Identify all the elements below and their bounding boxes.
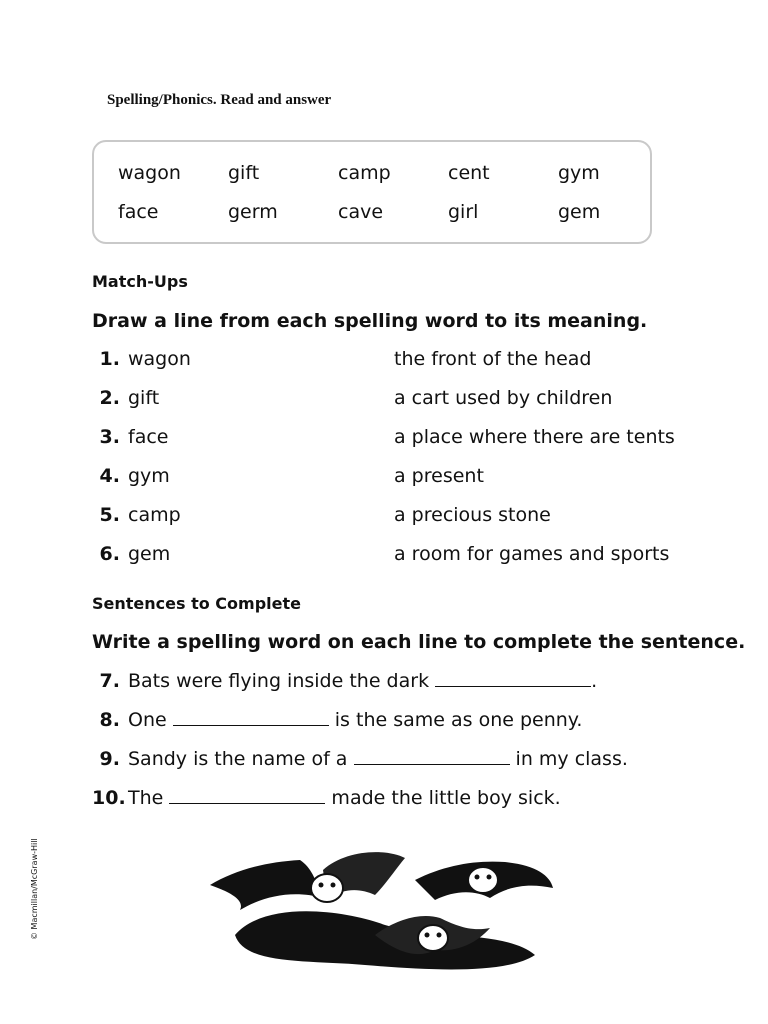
- bat-head-shape: [311, 874, 343, 902]
- page-header: Spelling/Phonics. Read and answer: [107, 92, 332, 108]
- word-bank-item: wagon: [118, 162, 181, 184]
- item-number: 9.: [99, 748, 120, 770]
- match-word: gem: [128, 543, 171, 565]
- word-bank-item: gem: [558, 201, 601, 223]
- answer-blank[interactable]: [354, 748, 510, 765]
- item-number: 1.: [99, 348, 120, 370]
- sentence-before: The: [128, 787, 170, 809]
- match-word: camp: [128, 504, 181, 526]
- complete-section-title: Sentences to Complete: [92, 594, 301, 613]
- complete-instruction: Write a spelling word on each line to complete the sentence.: [92, 631, 746, 653]
- copyright-notice: © Macmillan/McGraw-Hill: [30, 838, 39, 940]
- bat-wing-shape: [210, 860, 323, 910]
- sentence-before: Bats were flying inside the dark: [128, 670, 436, 692]
- item-number: 3.: [99, 426, 120, 448]
- sentence-before: Sandy is the name of a: [128, 748, 354, 770]
- word-bank-item: germ: [228, 201, 278, 223]
- word-bank-item: face: [118, 201, 159, 223]
- sentence-text: [128, 670, 597, 692]
- match-word: wagon: [128, 348, 191, 370]
- match-section-title: Match-Ups: [92, 272, 188, 291]
- match-meaning: the front of the head: [394, 348, 592, 370]
- sentence-text: [128, 709, 582, 731]
- sentence-before: One: [128, 709, 173, 731]
- word-bank-item: cave: [338, 201, 384, 223]
- word-bank-item: gym: [558, 162, 600, 184]
- match-meaning: a cart used by children: [394, 387, 613, 409]
- answer-blank[interactable]: [169, 787, 325, 804]
- match-meaning: a present: [394, 465, 484, 487]
- item-number: 10.: [92, 787, 126, 809]
- item-number: 4.: [99, 465, 120, 487]
- item-number: 5.: [99, 504, 120, 526]
- word-bank-item: cent: [448, 162, 490, 184]
- match-word: face: [128, 426, 169, 448]
- item-number: 7.: [99, 670, 120, 692]
- sentence-after: made the little boy sick.: [325, 787, 561, 809]
- sentence-text: [128, 787, 561, 809]
- word-bank-item: camp: [338, 162, 391, 184]
- bat-head-shape: [468, 867, 498, 893]
- match-word: gym: [128, 465, 170, 487]
- word-bank: [92, 140, 652, 244]
- match-meaning: a room for games and sports: [394, 543, 670, 565]
- match-instruction: Draw a line from each spelling word to its meaning.: [92, 310, 648, 332]
- match-meaning: a place where there are tents: [394, 426, 675, 448]
- match-word: gift: [128, 387, 160, 409]
- answer-blank[interactable]: [435, 670, 591, 687]
- sentence-after: is the same as one penny.: [328, 709, 583, 731]
- answer-blank[interactable]: [173, 709, 329, 726]
- word-bank-item: girl: [448, 201, 479, 223]
- bats-illustration: [205, 840, 555, 980]
- match-meaning: a precious stone: [394, 504, 551, 526]
- word-bank-item: gift: [228, 162, 260, 184]
- sentence-after: .: [591, 670, 598, 692]
- bat-head-shape: [418, 925, 448, 951]
- item-number: 6.: [99, 543, 120, 565]
- sentence-after: in my class.: [509, 748, 628, 770]
- sentence-text: [128, 748, 628, 770]
- item-number: 2.: [99, 387, 120, 409]
- item-number: 8.: [99, 709, 120, 731]
